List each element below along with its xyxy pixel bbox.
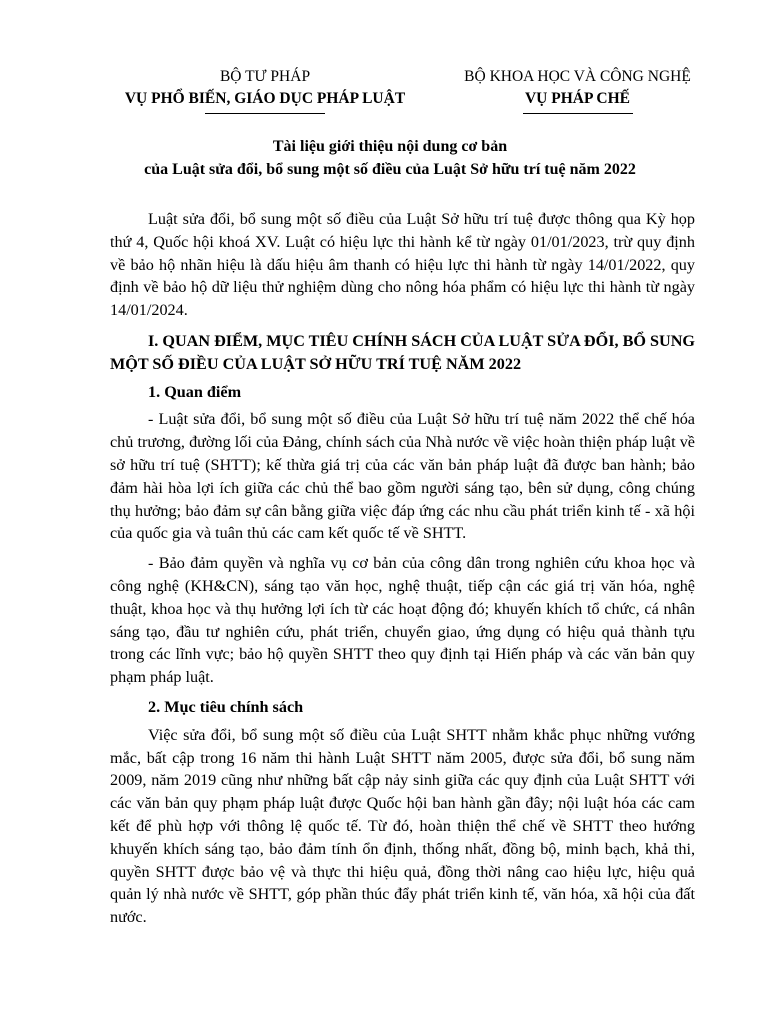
document-title-line1: Tài liệu giới thiệu nội dung cơ bản [272,138,508,155]
issuer-ministry-right: BỘ KHOA HỌC VÀ CÔNG NGHỆ [464,68,691,85]
intro-paragraph: Luật sửa đổi, bổ sung một số điều của Luật Sở hữu trí tuệ được thông qua Kỳ họp thứ 4, Quốc hội khoá XV. Luật có hiệu lực thi hành kể từ ngày 01/01/2023, trừ quy định về bảo hộ nhãn hiệu là dấu hiệu âm thanh có hiệu lực thi hành từ ngày 14/01/2022, quy định về bảo hộ dữ liệu thử nghiệm dùng cho nông hóa phẩm có hiệu lực thi hành từ ngày 14/01/2024. [110,210,695,320]
subsection-2-paragraph-1: Việc sửa đổi, bổ sung một số điều của Luật SHTT nhằm khắc phục những vướng mắc, bất cập trong 16 năm thi hành Luật SHTT năm 2005, được sửa đổi, bổ sung năm 2009, năm 2019 cũng như những bất cập nảy sinh giữa các quy định của Luật SHTT với các văn bản quy phạm pháp luật được Quốc hội ban hành gần đây; nội luật hóa các cam kết để phù hợp với thông lệ quốc tế. Từ đó, hoàn thiện thể chế về SHTT theo hướng khuyến khích sáng tạo, bảo đảm tính ổn định, thống nhất, đồng bộ, minh bạch, khả thi, quyền SHTT được bảo vệ và thực thi hiệu quả, đồng thời nâng cao hiệu lực, hiệu quả quản lý nhà nước về SHTT, góp phần thúc đẩy phát triển kinh tế, văn hóa, xã hội của đất nước. [110,725,695,927]
document-title-line2: của Luật sửa đổi, bổ sung một số điều của Luật Sở hữu trí tuệ năm 2022 [144,161,636,178]
subsection-1-heading: 1. Quan điểm [148,382,242,401]
header-right-rule [523,113,633,114]
issuer-department-left: VỤ PHỔ BIẾN, GIÁO DỤC PHÁP LUẬT [124,90,406,107]
header-left-rule [205,113,325,114]
issuer-department-right: VỤ PHÁP CHẾ [524,90,631,107]
document-title [60,135,720,181]
issuer-ministry-left: BỘ TƯ PHÁP [219,68,311,85]
subsection-1-paragraph-1: - Luật sửa đổi, bổ sung một số điều của Luật Sở hữu trí tuệ năm 2022 thể chế hóa chủ trương, đường lối của Đảng, chính sách của Nhà nước về việc hoàn thiện pháp luật về sở hữu trí tuệ (SHTT); kế thừa giá trị của các văn bản pháp luật đã được ban hành; bảo đảm hài hòa lợi ích giữa các chủ thể bao gồm người sáng tạo, bên sử dụng, công chúng thụ hưởng; bảo đảm sự cân bằng giữa việc đáp ứng các nhu cầu phát triển kinh tế - xã hội của quốc gia và tuân thủ các cam kết quốc tế về SHTT. [110,410,695,543]
document-body [110,208,695,936]
header-left-issuer [100,66,430,114]
section-1-heading: I. QUAN ĐIỂM, MỤC TIÊU CHÍNH SÁCH CỦA LUẬT SỬA ĐỔI, BỔ SUNG MỘT SỐ ĐIỀU CỦA LUẬT SỞ HỮU TRÍ TUỆ NĂM 2022 [110,331,695,373]
header-right-issuer [440,66,715,114]
subsection-2-heading: 2. Mục tiêu chính sách [148,697,304,716]
subsection-1-paragraph-2: - Bảo đảm quyền và nghĩa vụ cơ bản của công dân trong nghiên cứu khoa học và công nghệ (KH&CN), sáng tạo văn học, nghệ thuật, tiếp cận các giá trị văn hóa, nghệ thuật, khoa học và thụ hưởng lợi ích từ các hoạt động đó; khuyến khích tổ chức, cá nhân sáng tạo, đầu tư nghiên cứu, phát triển, chuyển giao, ứng dụng có hiệu quả thành tựu trong các lĩnh vực; bảo hộ quyền SHTT theo quy định tại Hiến pháp và các văn bản quy phạm pháp luật. [110,554,695,687]
